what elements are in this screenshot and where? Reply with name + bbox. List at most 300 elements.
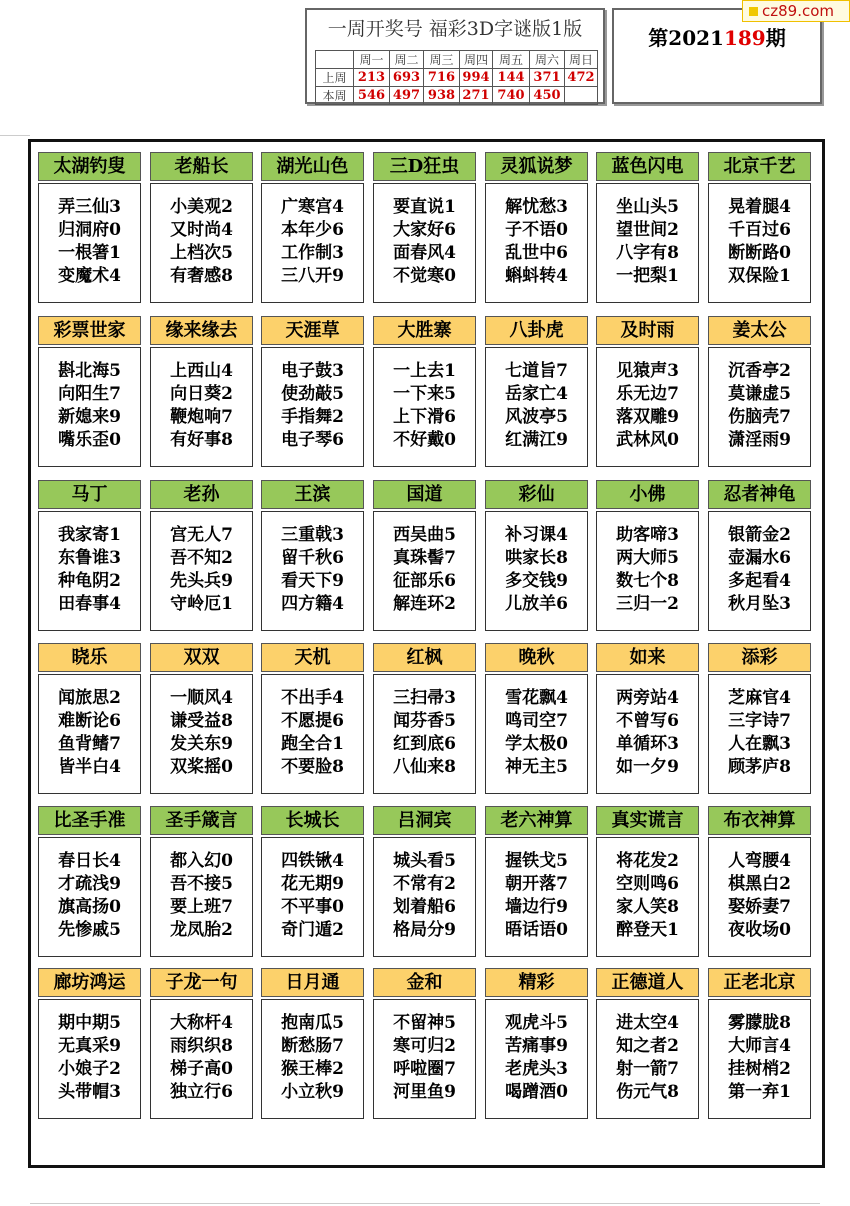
riddle-line: 要上班7 bbox=[170, 897, 233, 917]
riddle-line: 旗高扬0 bbox=[58, 897, 121, 917]
riddle-line: 风波亭5 bbox=[505, 407, 568, 427]
riddle-line: 大师言4 bbox=[728, 1036, 791, 1056]
riddle-line: 发关东9 bbox=[170, 734, 233, 754]
draw-number: 450 bbox=[530, 87, 565, 105]
riddle-line: 单循环3 bbox=[616, 734, 679, 754]
card-title: 湖光山色 bbox=[261, 152, 364, 181]
draw-number: 740 bbox=[493, 87, 530, 105]
riddle-line: 棋黑白2 bbox=[728, 874, 791, 894]
riddle-line: 不要脸8 bbox=[281, 757, 344, 777]
riddle-line: 鱼背鳍7 bbox=[58, 734, 121, 754]
draw-number: 497 bbox=[390, 87, 424, 105]
riddle-line: 武林风0 bbox=[616, 430, 679, 450]
card-body bbox=[373, 674, 476, 794]
draw-number: 144 bbox=[493, 69, 530, 87]
riddle-line: 八字有8 bbox=[616, 243, 679, 263]
card-title: 金和 bbox=[373, 968, 476, 997]
riddle-card bbox=[261, 316, 364, 467]
riddle-line: 雾朦胧8 bbox=[728, 1013, 791, 1033]
riddle-card bbox=[261, 806, 364, 957]
riddle-card bbox=[261, 643, 364, 794]
card-title: 大胜寨 bbox=[373, 316, 476, 345]
riddle-card bbox=[596, 968, 699, 1119]
riddle-line: 蝌蚪转4 bbox=[505, 266, 568, 286]
riddle-line: 苦痛事9 bbox=[505, 1036, 568, 1056]
riddle-card bbox=[596, 480, 699, 631]
riddle-line: 朝开落7 bbox=[505, 874, 568, 894]
card-title: 及时雨 bbox=[596, 316, 699, 345]
card-body bbox=[261, 999, 364, 1119]
riddle-line: 空则鸣6 bbox=[616, 874, 679, 894]
riddle-line: 三重戟3 bbox=[281, 525, 344, 545]
riddle-line: 不觉寒0 bbox=[393, 266, 456, 286]
issue-box bbox=[612, 8, 822, 104]
riddle-card bbox=[708, 152, 811, 303]
card-body bbox=[150, 999, 253, 1119]
top-divider bbox=[0, 135, 30, 136]
riddle-card bbox=[38, 806, 141, 957]
riddle-card bbox=[708, 643, 811, 794]
riddle-line: 斟北海5 bbox=[58, 361, 121, 381]
card-body bbox=[261, 674, 364, 794]
riddle-card bbox=[485, 968, 588, 1119]
riddle-card bbox=[38, 316, 141, 467]
riddle-line: 双桨摇0 bbox=[170, 757, 233, 777]
card-body bbox=[150, 347, 253, 467]
card-title: 天涯草 bbox=[261, 316, 364, 345]
days-row bbox=[316, 51, 598, 69]
site-watermark[interactable] bbox=[742, 0, 850, 22]
riddle-line: 见猿声3 bbox=[616, 361, 679, 381]
riddle-line: 闻旅思2 bbox=[58, 688, 121, 708]
riddle-line: 抱南瓜5 bbox=[281, 1013, 344, 1033]
bottom-divider bbox=[30, 1203, 820, 1204]
riddle-line: 不好戴0 bbox=[393, 430, 456, 450]
draw-number: 938 bbox=[424, 87, 460, 105]
riddle-card bbox=[708, 316, 811, 467]
riddle-line: 四铁锹4 bbox=[281, 851, 344, 871]
riddle-line: 一上去1 bbox=[393, 361, 456, 381]
day-header: 周日 bbox=[565, 51, 598, 69]
riddle-card bbox=[150, 643, 253, 794]
riddle-line: 老虎头3 bbox=[505, 1059, 568, 1079]
card-body bbox=[150, 511, 253, 631]
riddle-line: 红满江9 bbox=[505, 430, 568, 450]
riddle-line: 看天下9 bbox=[281, 571, 344, 591]
riddle-line: 神无主5 bbox=[505, 757, 568, 777]
draw-number: 371 bbox=[530, 69, 565, 87]
riddle-line: 喝蹭酒0 bbox=[505, 1082, 568, 1102]
card-body bbox=[485, 347, 588, 467]
card-body bbox=[261, 183, 364, 303]
riddle-line: 儿放羊6 bbox=[505, 594, 568, 614]
riddle-line: 墙边行9 bbox=[505, 897, 568, 917]
riddle-line: 东鲁谁3 bbox=[58, 548, 121, 568]
card-title: 缘来缘去 bbox=[150, 316, 253, 345]
card-body bbox=[38, 674, 141, 794]
riddle-line: 花无期9 bbox=[281, 874, 344, 894]
card-title: 老孙 bbox=[150, 480, 253, 509]
riddle-card bbox=[485, 643, 588, 794]
riddle-line: 小立秋9 bbox=[281, 1082, 344, 1102]
riddle-line: 沉香亭2 bbox=[728, 361, 791, 381]
riddle-line: 大家好6 bbox=[393, 220, 456, 240]
riddle-line: 难断论6 bbox=[58, 711, 121, 731]
riddle-card bbox=[150, 480, 253, 631]
riddle-line: 大称杆4 bbox=[170, 1013, 233, 1033]
riddle-line: 将花发2 bbox=[616, 851, 679, 871]
riddle-line: 期中期5 bbox=[58, 1013, 121, 1033]
riddle-line: 人在飘3 bbox=[728, 734, 791, 754]
card-title: 太湖钓叟 bbox=[38, 152, 141, 181]
riddle-card bbox=[373, 643, 476, 794]
card-title: 子龙一句 bbox=[150, 968, 253, 997]
card-body bbox=[373, 999, 476, 1119]
riddle-card bbox=[708, 968, 811, 1119]
riddle-line: 解连环2 bbox=[393, 594, 456, 614]
card-title: 双双 bbox=[150, 643, 253, 672]
riddle-line: 划着船6 bbox=[393, 897, 456, 917]
riddle-line: 补习课4 bbox=[505, 525, 568, 545]
riddle-line: 一下来5 bbox=[393, 384, 456, 404]
day-header: 周二 bbox=[390, 51, 424, 69]
riddle-line: 闻芬香5 bbox=[393, 711, 456, 731]
riddle-card bbox=[38, 643, 141, 794]
square-icon bbox=[749, 7, 758, 16]
riddle-line: 种龟阴2 bbox=[58, 571, 121, 591]
riddle-line: 守岭厄1 bbox=[170, 594, 233, 614]
riddle-line: 梯子高0 bbox=[170, 1059, 233, 1079]
riddle-line: 如一夕9 bbox=[616, 757, 679, 777]
riddle-line: 坐山头5 bbox=[616, 197, 679, 217]
draw-number: 546 bbox=[354, 87, 390, 105]
card-title: 灵狐说梦 bbox=[485, 152, 588, 181]
card-body bbox=[708, 347, 811, 467]
riddle-line: 西吴曲5 bbox=[393, 525, 456, 545]
card-body bbox=[596, 674, 699, 794]
riddle-line: 醉登天1 bbox=[616, 920, 679, 940]
card-title: 如来 bbox=[596, 643, 699, 672]
riddle-line: 奇门遁2 bbox=[281, 920, 344, 940]
riddle-line: 猴王棒2 bbox=[281, 1059, 344, 1079]
riddle-line: 解忧愁3 bbox=[505, 197, 568, 217]
riddle-line: 电子鼓3 bbox=[281, 361, 344, 381]
draw-table bbox=[315, 50, 598, 105]
day-header: 周一 bbox=[354, 51, 390, 69]
riddle-line: 银箭金2 bbox=[728, 525, 791, 545]
riddle-card bbox=[485, 806, 588, 957]
riddle-line: 不出手4 bbox=[281, 688, 344, 708]
riddle-line: 射一箭7 bbox=[616, 1059, 679, 1079]
card-body bbox=[485, 183, 588, 303]
riddle-line: 小娘子2 bbox=[58, 1059, 121, 1079]
riddle-line: 河里鱼9 bbox=[393, 1082, 456, 1102]
corner-cell bbox=[316, 51, 354, 69]
row-label: 本周 bbox=[316, 87, 354, 105]
riddle-card bbox=[38, 480, 141, 631]
card-title: 国道 bbox=[373, 480, 476, 509]
draw-number: 693 bbox=[390, 69, 424, 87]
riddle-card bbox=[150, 968, 253, 1119]
day-header: 周三 bbox=[424, 51, 460, 69]
riddle-line: 家人笑8 bbox=[616, 897, 679, 917]
card-body bbox=[708, 511, 811, 631]
card-body bbox=[38, 999, 141, 1119]
riddle-line: 宫无人7 bbox=[170, 525, 233, 545]
riddle-line: 呼啦圈7 bbox=[393, 1059, 456, 1079]
riddle-line: 助客啼3 bbox=[616, 525, 679, 545]
card-body bbox=[261, 837, 364, 957]
riddle-line: 八仙来8 bbox=[393, 757, 456, 777]
card-title: 彩仙 bbox=[485, 480, 588, 509]
riddle-line: 面春风4 bbox=[393, 243, 456, 263]
riddle-line: 雨织织8 bbox=[170, 1036, 233, 1056]
riddle-line: 不曾写6 bbox=[616, 711, 679, 731]
riddle-line: 三归一2 bbox=[616, 594, 679, 614]
riddle-line: 四方籍4 bbox=[281, 594, 344, 614]
riddle-line: 断断路0 bbox=[728, 243, 791, 263]
card-body bbox=[596, 347, 699, 467]
riddle-line: 三扫帚3 bbox=[393, 688, 456, 708]
card-title: 天机 bbox=[261, 643, 364, 672]
panel-title: 一周开奖号 福彩3D字谜版1版 bbox=[327, 18, 583, 40]
card-body bbox=[373, 347, 476, 467]
riddle-line: 千百过6 bbox=[728, 220, 791, 240]
riddle-card bbox=[261, 968, 364, 1119]
card-title: 红枫 bbox=[373, 643, 476, 672]
card-body bbox=[150, 674, 253, 794]
card-title: 小佛 bbox=[596, 480, 699, 509]
riddle-card bbox=[596, 643, 699, 794]
card-body bbox=[150, 183, 253, 303]
card-body bbox=[373, 837, 476, 957]
riddle-line: 一顺风4 bbox=[170, 688, 233, 708]
card-title: 晓乐 bbox=[38, 643, 141, 672]
last-week-row bbox=[316, 69, 598, 87]
riddle-line: 上西山4 bbox=[170, 361, 233, 381]
riddle-line: 多交钱9 bbox=[505, 571, 568, 591]
riddle-grid bbox=[28, 139, 825, 1168]
card-body bbox=[708, 837, 811, 957]
card-body bbox=[596, 837, 699, 957]
riddle-line: 三八开9 bbox=[281, 266, 344, 286]
riddle-line: 不留神5 bbox=[393, 1013, 456, 1033]
issue-highlight: 189 bbox=[723, 26, 766, 50]
card-body bbox=[596, 511, 699, 631]
riddle-line: 潇淫雨9 bbox=[728, 430, 791, 450]
riddle-line: 一把梨1 bbox=[616, 266, 679, 286]
riddle-line: 望世间2 bbox=[616, 220, 679, 240]
card-title: 长城长 bbox=[261, 806, 364, 835]
riddle-card bbox=[261, 152, 364, 303]
card-body bbox=[261, 347, 364, 467]
draw-number: 472 bbox=[565, 69, 598, 87]
riddle-line: 使劲敲5 bbox=[281, 384, 344, 404]
riddle-line: 双保险1 bbox=[728, 266, 791, 286]
day-header: 周六 bbox=[530, 51, 565, 69]
draw-number: 213 bbox=[354, 69, 390, 87]
issue-suffix: 期 bbox=[765, 26, 786, 50]
riddle-line: 握铁戈5 bbox=[505, 851, 568, 871]
riddle-line: 电子琴6 bbox=[281, 430, 344, 450]
card-title: 圣手箴言 bbox=[150, 806, 253, 835]
riddle-line: 征部乐6 bbox=[393, 571, 456, 591]
riddle-line: 弄三仙3 bbox=[58, 197, 121, 217]
riddle-line: 先惨戚5 bbox=[58, 920, 121, 940]
riddle-line: 断愁肠7 bbox=[281, 1036, 344, 1056]
card-title: 吕洞宾 bbox=[373, 806, 476, 835]
card-body bbox=[708, 183, 811, 303]
riddle-card bbox=[596, 806, 699, 957]
riddle-line: 一根箸1 bbox=[58, 243, 121, 263]
riddle-line: 进太空4 bbox=[616, 1013, 679, 1033]
card-body bbox=[38, 347, 141, 467]
riddle-line: 都入幻0 bbox=[170, 851, 233, 871]
riddle-card bbox=[373, 968, 476, 1119]
riddle-line: 数七个8 bbox=[616, 571, 679, 591]
card-body bbox=[373, 183, 476, 303]
riddle-line: 学太极0 bbox=[505, 734, 568, 754]
riddle-line: 先头兵9 bbox=[170, 571, 233, 591]
card-title: 马丁 bbox=[38, 480, 141, 509]
riddle-line: 不平事0 bbox=[281, 897, 344, 917]
card-body bbox=[708, 674, 811, 794]
riddle-line: 秋月坠3 bbox=[728, 594, 791, 614]
riddle-line: 岳家亡4 bbox=[505, 384, 568, 404]
card-title: 布衣神算 bbox=[708, 806, 811, 835]
riddle-card bbox=[373, 806, 476, 957]
card-title: 北京千艺 bbox=[708, 152, 811, 181]
riddle-line: 吾不接5 bbox=[170, 874, 233, 894]
card-title: 晚秋 bbox=[485, 643, 588, 672]
riddle-card bbox=[708, 480, 811, 631]
riddle-line: 知之者2 bbox=[616, 1036, 679, 1056]
card-title: 比圣手准 bbox=[38, 806, 141, 835]
riddle-line: 要直说1 bbox=[393, 197, 456, 217]
riddle-card bbox=[150, 152, 253, 303]
weekly-draw-panel bbox=[305, 8, 605, 104]
card-body bbox=[485, 999, 588, 1119]
riddle-line: 观虎斗5 bbox=[505, 1013, 568, 1033]
riddle-line: 春日长4 bbox=[58, 851, 121, 871]
riddle-line: 皆半白4 bbox=[58, 757, 121, 777]
riddle-line: 田春事4 bbox=[58, 594, 121, 614]
card-title: 正德道人 bbox=[596, 968, 699, 997]
riddle-line: 才疏浅9 bbox=[58, 874, 121, 894]
riddle-line: 子不语0 bbox=[505, 220, 568, 240]
draw-number: 994 bbox=[460, 69, 493, 87]
card-title: 蓝色闪电 bbox=[596, 152, 699, 181]
card-title: 精彩 bbox=[485, 968, 588, 997]
card-body bbox=[38, 183, 141, 303]
riddle-line: 我家寄1 bbox=[58, 525, 121, 545]
draw-number: 716 bbox=[424, 69, 460, 87]
riddle-line: 雪花飘4 bbox=[505, 688, 568, 708]
riddle-line: 三字诗7 bbox=[728, 711, 791, 731]
day-header: 周四 bbox=[460, 51, 493, 69]
riddle-line: 晃着腿4 bbox=[728, 197, 791, 217]
riddle-card bbox=[485, 152, 588, 303]
card-title: 忍者神龟 bbox=[708, 480, 811, 509]
this-week-row bbox=[316, 87, 598, 105]
card-title: 真实谎言 bbox=[596, 806, 699, 835]
riddle-line: 红到底6 bbox=[393, 734, 456, 754]
riddle-line: 挂树梢2 bbox=[728, 1059, 791, 1079]
riddle-line: 头带帽3 bbox=[58, 1082, 121, 1102]
riddle-line: 向日葵2 bbox=[170, 384, 233, 404]
card-title: 老船长 bbox=[150, 152, 253, 181]
riddle-line: 有好事8 bbox=[170, 430, 233, 450]
riddle-line: 莫谦虚5 bbox=[728, 384, 791, 404]
card-body bbox=[596, 183, 699, 303]
card-title: 添彩 bbox=[708, 643, 811, 672]
card-body bbox=[485, 837, 588, 957]
riddle-line: 七道旨7 bbox=[505, 361, 568, 381]
riddle-line: 乱世中6 bbox=[505, 243, 568, 263]
riddle-line: 壶漏水6 bbox=[728, 548, 791, 568]
riddle-line: 乐无边7 bbox=[616, 384, 679, 404]
riddle-card bbox=[150, 316, 253, 467]
riddle-line: 晤话语0 bbox=[505, 920, 568, 940]
riddle-card bbox=[38, 152, 141, 303]
riddle-line: 向阳生7 bbox=[58, 384, 121, 404]
day-header: 周五 bbox=[493, 51, 530, 69]
riddle-card bbox=[38, 968, 141, 1119]
riddle-card bbox=[373, 152, 476, 303]
riddle-line: 龙凤胎2 bbox=[170, 920, 233, 940]
issue-prefix: 第2021 bbox=[648, 26, 724, 50]
riddle-card bbox=[485, 316, 588, 467]
card-body bbox=[261, 511, 364, 631]
riddle-line: 又时尚4 bbox=[170, 220, 233, 240]
riddle-line: 归洞府0 bbox=[58, 220, 121, 240]
card-title: 廊坊鸿运 bbox=[38, 968, 141, 997]
riddle-line: 伤脑壳7 bbox=[728, 407, 791, 427]
card-body bbox=[150, 837, 253, 957]
riddle-card bbox=[373, 480, 476, 631]
riddle-line: 顾茅庐8 bbox=[728, 757, 791, 777]
riddle-line: 鞭炮响7 bbox=[170, 407, 233, 427]
riddle-line: 无真采9 bbox=[58, 1036, 121, 1056]
card-title: 正老北京 bbox=[708, 968, 811, 997]
card-body bbox=[708, 999, 811, 1119]
riddle-line: 工作制3 bbox=[281, 243, 344, 263]
riddle-line: 两大师5 bbox=[616, 548, 679, 568]
riddle-line: 伤元气8 bbox=[616, 1082, 679, 1102]
riddle-line: 多起看4 bbox=[728, 571, 791, 591]
riddle-card bbox=[596, 316, 699, 467]
riddle-line: 跑全合1 bbox=[281, 734, 344, 754]
riddle-card bbox=[708, 806, 811, 957]
riddle-line: 有奢感8 bbox=[170, 266, 233, 286]
riddle-line: 上档次5 bbox=[170, 243, 233, 263]
card-title: 八卦虎 bbox=[485, 316, 588, 345]
riddle-card bbox=[596, 152, 699, 303]
card-title: 王滨 bbox=[261, 480, 364, 509]
card-body bbox=[596, 999, 699, 1119]
riddle-line: 夜收场0 bbox=[728, 920, 791, 940]
draw-number bbox=[565, 87, 598, 105]
riddle-line: 城头看5 bbox=[393, 851, 456, 871]
riddle-line: 留千秋6 bbox=[281, 548, 344, 568]
riddle-line: 新媳来9 bbox=[58, 407, 121, 427]
riddle-line: 嘴乐歪0 bbox=[58, 430, 121, 450]
riddle-line: 上下滑6 bbox=[393, 407, 456, 427]
card-body bbox=[485, 511, 588, 631]
card-body bbox=[38, 511, 141, 631]
riddle-line: 两旁站4 bbox=[616, 688, 679, 708]
watermark-text: cz89.com bbox=[762, 2, 835, 20]
